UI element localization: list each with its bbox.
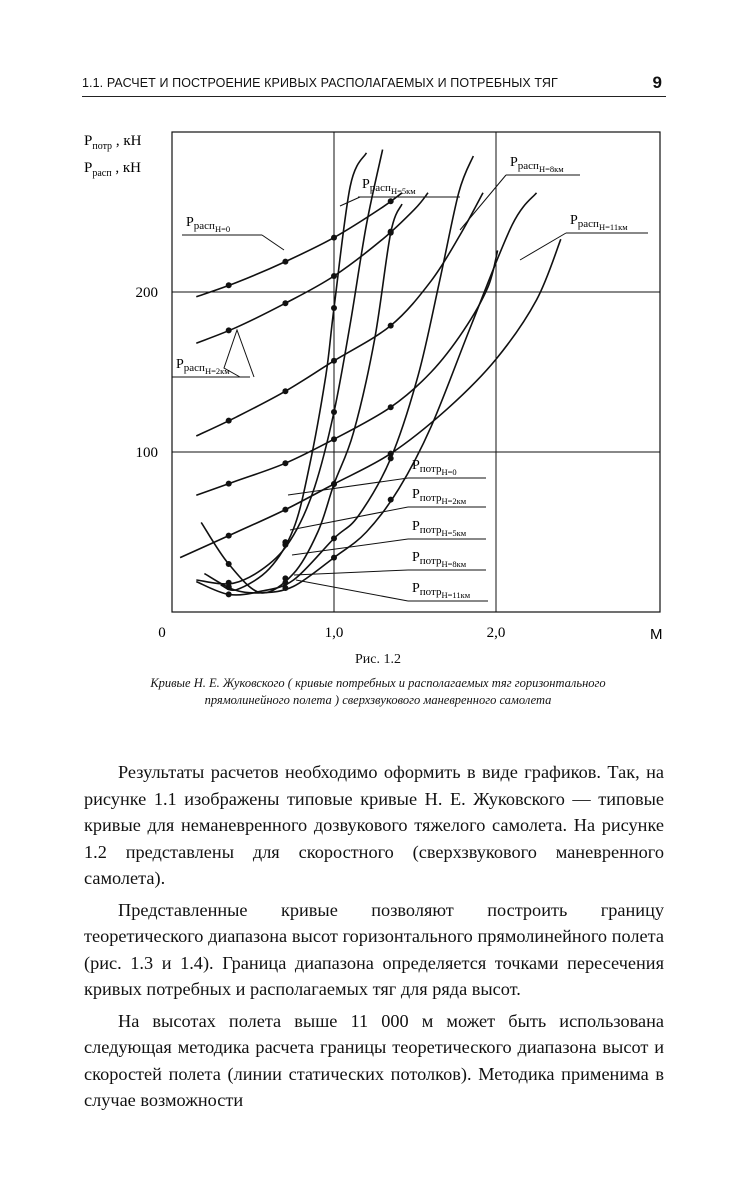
label-available-h5-leader bbox=[340, 197, 360, 206]
figure-caption: Кривые Н. Е. Жуковского ( кривые потребных и располагаемых тяг горизонтального прямолинейного полета ) сверхзвукового маневренного самолета bbox=[150, 676, 606, 707]
available-thrust-data-point bbox=[282, 460, 288, 466]
required-thrust-data-point bbox=[331, 481, 337, 487]
available-thrust-curve-1 bbox=[196, 193, 402, 297]
required-thrust-data-point bbox=[226, 561, 232, 567]
chart-curves bbox=[180, 150, 561, 598]
body-text bbox=[84, 759, 664, 1119]
body-paragraph-3: На высотах полета выше 11 000 м может быть использована следующая методика расчета границы теоретического диапазона высот и скоростей полета (линии статических потолков). Методика применима в случае возможности bbox=[84, 1010, 664, 1110]
available-thrust-data-point bbox=[388, 198, 394, 204]
x-axis-label: M bbox=[650, 626, 663, 643]
body-paragraph-1: Результаты расчетов необходимо оформить в виде графиков. Так, на рисунке 1.1 изображены типовые кривые Н. Е. Жуковского — типовые кривые для неманевренного дозвукового тяжелого самолета. На рисунке 1.2 представлены для скоростного (сверхзвукового маневренного самолета). bbox=[84, 762, 664, 888]
available-thrust-data-point bbox=[226, 418, 232, 424]
y-axis-label-available: $P_{расп}$ , кН bbox=[84, 160, 141, 179]
running-header-title: 1.1. РАСЧЕТ И ПОСТРОЕНИЕ КРИВЫХ РАСПОЛАГАЕМЫХ И ПОТРЕБНЫХ ТЯГ bbox=[82, 76, 558, 90]
label-available-h2: $P_{распH=2км}$ bbox=[176, 357, 230, 376]
available-thrust-data-point bbox=[226, 282, 232, 288]
available-thrust-data-point bbox=[282, 388, 288, 394]
label-available-h8-leader bbox=[460, 175, 506, 230]
available-thrust-data-point bbox=[282, 259, 288, 265]
available-thrust-data-point bbox=[282, 507, 288, 513]
available-thrust-data-point bbox=[388, 323, 394, 329]
chart-leader-lines bbox=[172, 175, 648, 601]
available-thrust-data-point bbox=[331, 235, 337, 241]
required-thrust-data-point bbox=[331, 409, 337, 415]
label-available-h8: $P_{распH=8км}$ bbox=[510, 155, 564, 174]
label-available-h11: $P_{распH=11км}$ bbox=[570, 213, 628, 232]
y-axis-label-required: $P_{потр}$ , кН bbox=[84, 133, 142, 152]
available-thrust-data-point bbox=[226, 327, 232, 333]
x-tick-label: 0 bbox=[158, 625, 166, 641]
zhukovsky-curves-chart bbox=[0, 110, 756, 650]
available-thrust-curve-5 bbox=[180, 239, 561, 557]
chart-grid bbox=[172, 132, 660, 612]
label-required-h5: $P_{потрH=5км}$ bbox=[412, 519, 467, 538]
label-required-h0: $P_{потрH=0}$ bbox=[412, 458, 457, 477]
running-header bbox=[82, 73, 666, 97]
body-paragraph-2: Представленные кривые позволяют построить границу теоретического диапазона высот горизонтального прямолинейного полета (рис. 1.3 и 1.4). Граница диапазона определяется точками пересечения кривых потребных и располагаемых тяг для ряда высот. bbox=[84, 899, 664, 999]
figure-label: Рис. 1.2 bbox=[355, 652, 401, 667]
label-required-h5-leader bbox=[292, 539, 408, 555]
available-thrust-data-point bbox=[331, 273, 337, 279]
y-tick-label: 100 bbox=[135, 445, 158, 461]
required-thrust-curve-1 bbox=[221, 153, 367, 590]
available-thrust-data-point bbox=[388, 404, 394, 410]
required-thrust-data-point bbox=[282, 542, 288, 548]
required-thrust-data-point bbox=[388, 455, 394, 461]
available-thrust-data-point bbox=[331, 436, 337, 442]
plot-frame bbox=[172, 132, 660, 612]
label-required-h11-leader bbox=[296, 580, 408, 601]
available-thrust-data-point bbox=[226, 481, 232, 487]
label-available-h5: $P_{распH=5км}$ bbox=[362, 177, 416, 196]
required-thrust-data-point bbox=[226, 591, 232, 597]
label-available-h0: $P_{распH=0}$ bbox=[186, 215, 231, 234]
x-tick-label: 2,0 bbox=[486, 625, 506, 641]
label-available-h0-leader bbox=[262, 235, 284, 250]
required-thrust-data-point bbox=[388, 497, 394, 503]
required-thrust-curve-5 bbox=[204, 193, 536, 593]
page-number: 9 bbox=[652, 73, 662, 92]
label-required-h8: $P_{потрH=8км}$ bbox=[412, 550, 467, 569]
label-required-h2: $P_{потрH=2км}$ bbox=[412, 487, 467, 506]
available-thrust-curve-3 bbox=[196, 193, 483, 436]
label-required-h8-leader bbox=[294, 570, 408, 575]
label-required-h11: $P_{потрH=11км}$ bbox=[412, 581, 471, 600]
x-tick-label: 1,0 bbox=[324, 625, 344, 641]
chart-axis-labels bbox=[84, 133, 663, 643]
required-thrust-data-point bbox=[282, 580, 288, 586]
required-thrust-data-point bbox=[282, 585, 288, 591]
required-thrust-data-point bbox=[331, 535, 337, 541]
label-available-h11-leader bbox=[520, 233, 566, 260]
required-thrust-data-point bbox=[226, 584, 232, 590]
required-thrust-data-point bbox=[331, 305, 337, 311]
required-thrust-data-point bbox=[388, 230, 394, 236]
required-thrust-data-point bbox=[331, 555, 337, 561]
available-thrust-data-point bbox=[226, 533, 232, 539]
available-thrust-curve-2 bbox=[196, 193, 428, 343]
y-tick-label: 200 bbox=[135, 285, 158, 301]
available-thrust-data-point bbox=[331, 358, 337, 364]
available-thrust-data-point bbox=[282, 300, 288, 306]
